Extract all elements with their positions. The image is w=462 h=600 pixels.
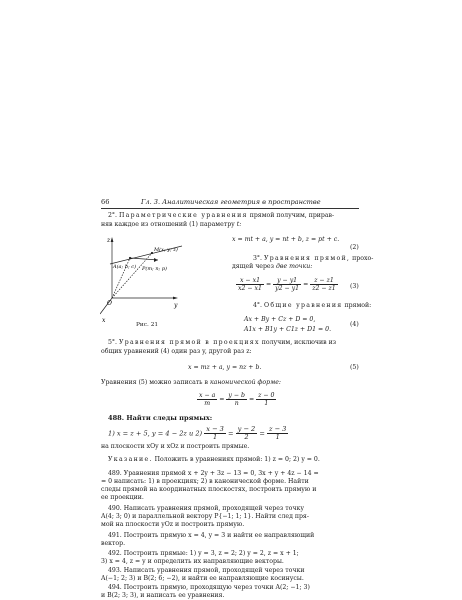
projection-equations: x = mz + a, y = nz + b. (188, 364, 262, 371)
problem-492-l1: 492. Построить прямые: 1) y = 3, z = 2; 2) y = 2, z = x + 1; (108, 550, 299, 557)
sec3-line2: дящей через две точки: (232, 263, 313, 270)
problem-491-l2: вектор. (101, 540, 126, 547)
problem-494-l1: 494. Построить прямую, проходящую через точки A(2; −1; 3) (108, 584, 310, 591)
eq-number-3: (3) (350, 283, 359, 290)
figure-21 (100, 230, 220, 325)
two-point-equation: $\frac{x - x1}{x2 - x1}$ = $\frac{y - y1}{y2 - y1}$ = $\frac{z - z1}{z2 - z1}$ (238, 277, 336, 292)
param-equations: x = mt + a, y = nt + b, z = pt + c. (232, 236, 340, 243)
axis-z-label: z (107, 237, 111, 244)
p-arrow (154, 258, 158, 262)
general-eq-1: Ax + By + Cz + D = 0, (244, 316, 316, 323)
problem-493-l2: A(−1; 2; 3) и B(2; 6; −2), и найти ее направляющие косинусы. (101, 575, 304, 582)
point-m-label: M(x; y; z) (154, 247, 178, 253)
sec5-line2: общих уравнений (4) один раз y, другой раз z: (101, 348, 252, 355)
canonical-intro: Уравнения (5) можно записать в канонической форме: (101, 379, 281, 386)
problem-491-l1: 491. Построить прямую x = 4, y = 3 и найти ее направляющий (108, 532, 315, 539)
running-title: Гл. 3. Аналитическая геометрия в пространстве (141, 198, 321, 206)
problem-490-l3: мой на плоскости yOz и построить прямую. (101, 521, 245, 528)
vector-p (130, 258, 158, 260)
vector-p-label: P(m; n; p) (142, 266, 167, 272)
problem-488-lines: 1) x = z + 5, y = 4 − 2z и 2) $\frac{x - 3}{1}$ = $\frac{y - 2}{2}$ = $\frac{z - 3}{1}$ (108, 425, 287, 441)
sec2-line2: няв каждое из отношений (1) параметру t: (101, 221, 242, 228)
origin-label: O (107, 300, 112, 307)
point-a (129, 257, 131, 259)
problem-488-title: 488. Найти следы прямых: (108, 414, 213, 422)
eq-number-2: (2) (350, 244, 359, 251)
sec5-line1: 5°. Уравнения прямой в проекциях получим, исключив из (108, 339, 337, 346)
axis-x-label: x (102, 317, 106, 324)
eq-number-5: (5) (350, 364, 359, 371)
problem-490-l2: A(4; 3; 0) и параллельной вектору P{−1; 1; 1}. Найти след пря- (101, 513, 309, 520)
sec2-line1: 2°. Параметрические уравнения прямой получим, прирав- (108, 212, 335, 219)
problem-489-l2: = 0 написать: 1) в проекциях; 2) в канонической форме. Найти (101, 478, 309, 485)
problem-489-l3: следы прямой на координатных плоскостях, построить прямую и (101, 486, 317, 493)
z-arrow (111, 237, 114, 242)
problem-489-l1: 489. Уравнения прямой x + 2y + 3z − 13 = 0, 3x + y + 4z − 14 = (108, 470, 319, 477)
axis-y-label: y (174, 302, 178, 309)
point-a-label: A(a; b; c) (113, 264, 137, 270)
problem-488-line2: на плоскости xOy и xOz и построить прямые. (101, 443, 250, 450)
radius-vector (112, 253, 152, 298)
problem-493-l1: 493. Написать уравнения прямой, проходящей через точки (108, 567, 305, 574)
figure-caption: Рис. 21 (136, 322, 159, 328)
problem-490-l1: 490. Написать уравнения прямой, проходящей через точку (108, 505, 304, 512)
point-m (151, 252, 153, 254)
general-eq-2: A1x + B1y + C1z + D1 = 0. (244, 326, 332, 333)
sec3-line1: 3°. Уравнения прямой, прохо- (253, 255, 374, 262)
sec4-title: 4°. Общие уравнения прямой: (253, 302, 372, 309)
eq-number-4: (4) (350, 321, 359, 328)
y-arrow (173, 297, 178, 300)
problem-494-l2: и B(2; 3; 3), и написать ее уравнения. (101, 592, 225, 599)
page-header (101, 198, 359, 209)
problem-492-l2: 3) x = 4, z = y и определить их направляющие векторы. (101, 558, 284, 565)
canonical-equation: $\frac{x - a}{m}$ = $\frac{y - b}{n}$ = $\frac{z - 0}{1}$ (199, 392, 275, 407)
problem-488-hint: Указание. Положить в уравнениях прямой: 1) z = 0; 2) y = 0. (108, 456, 320, 463)
problem-489-l4: ее проекции. (101, 494, 144, 501)
page-number: 66 (101, 198, 110, 206)
